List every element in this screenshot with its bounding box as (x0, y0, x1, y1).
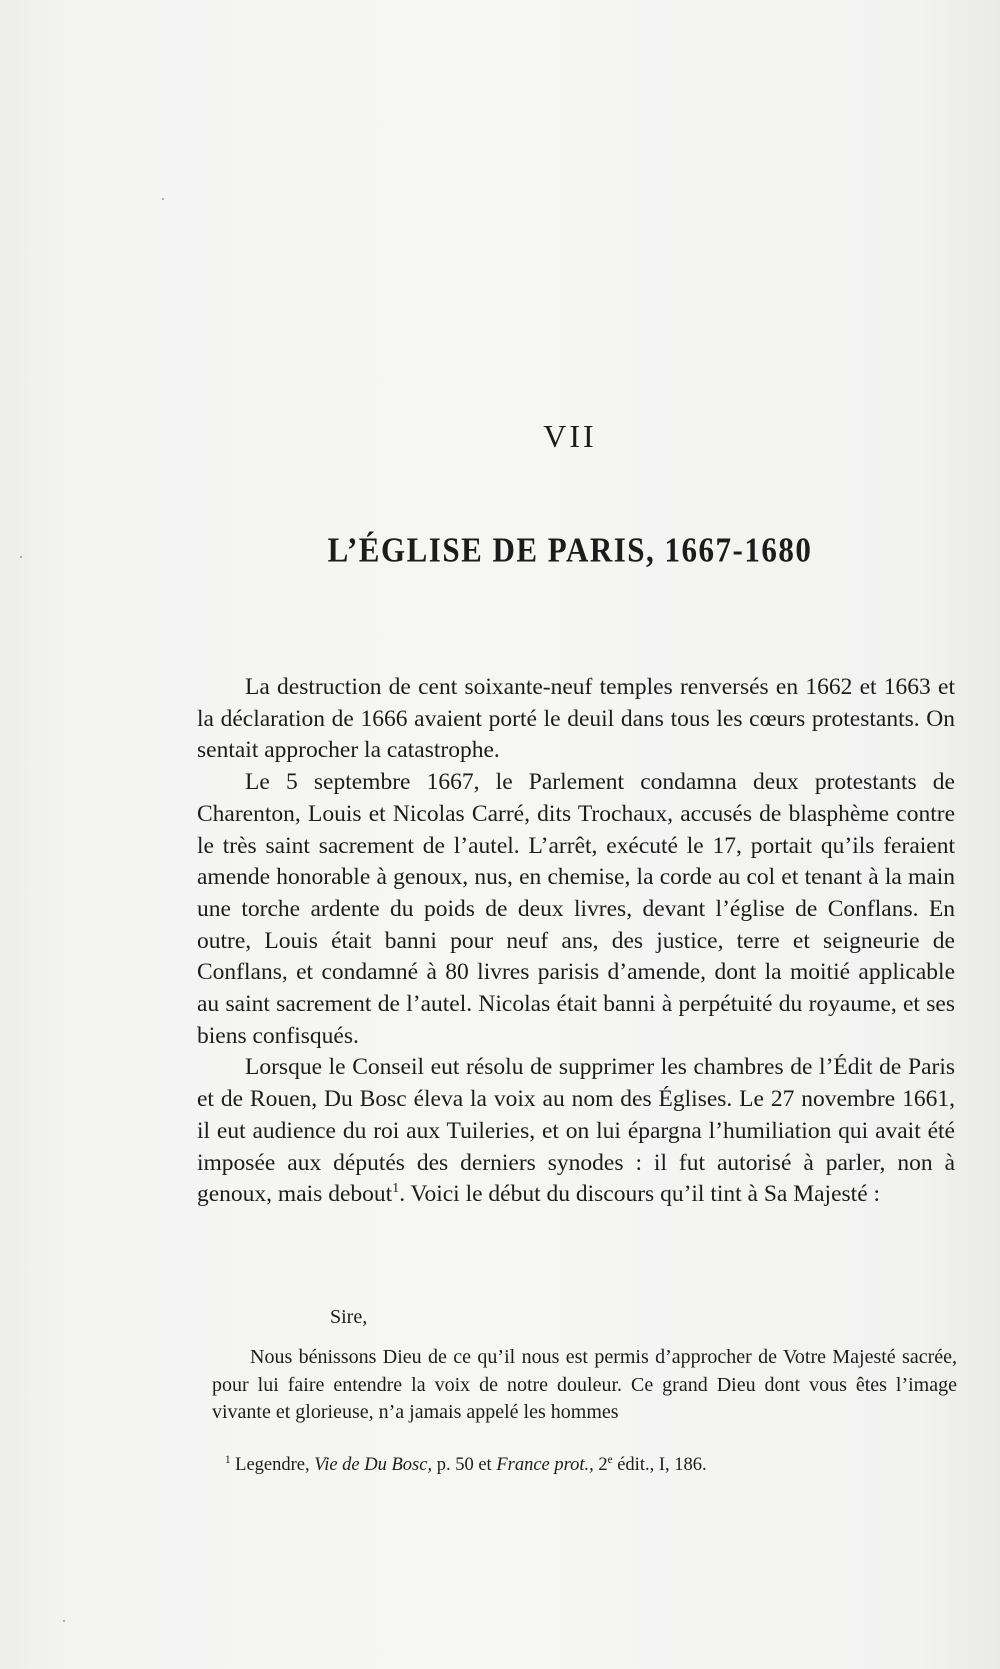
chapter-title: L’ÉGLISE DE PARIS, 1667-1680 (327, 530, 813, 570)
paragraph-3 (197, 1052, 955, 1211)
speck (162, 198, 164, 200)
footnote-work-title: Vie de Du Bosc, (314, 1455, 433, 1475)
footnote-page-ref: p. 50 et (436, 1455, 492, 1475)
footnote-edition: 2 (598, 1455, 608, 1475)
body-text (197, 672, 955, 1211)
speck (63, 1620, 65, 1622)
speck (20, 556, 22, 558)
quoted-speech (212, 1344, 957, 1427)
paragraph-2: Le 5 septembre 1667, le Parlement condamna deux protestants de Charenton, Louis et Nicolas Carré, dits Trochaux, accusés de blasphème contre le très saint sacrement de l’autel. L’arrêt, exécuté le 17, portait qu’ils feraient amende honorable à genoux, nus, en chemise, la corde au col et tenant à la main une torche ardente du poids de deux livres, devant l’église de Conflans. En outre, Louis était banni pour neuf ans, des justice, terre et seigneurie de Conflans, et condamné à 80 livres parisis d’amende, dont la moitié applicable au saint sacrement de l’autel. Nicolas était banni à perpétuité du royaume, et ses biens confisqués. (197, 769, 955, 1049)
footnote-marker: 1 (225, 1453, 231, 1466)
quote-paragraph: Nous bénissons Dieu de ce qu’il nous est permis d’approcher de Votre Majesté sacrée, pour lui faire entendre la voix de notre douleur. Ce grand Dieu dont vous êtes l’image vivante et glorieuse, n’a jamais appelé les hommes (212, 1346, 957, 1423)
footnote-author: Legendre, (235, 1455, 310, 1475)
paragraph-1: La destruction de cent soixante-neuf temples renversés en 1662 et 1663 et la déclaration de 1666 avaient porté le deuil dans tous les cœurs protestants. On sentait approcher la catastrophe. (197, 674, 955, 764)
chapter-number: VII (543, 418, 597, 454)
footnote-edition-suffix: e (607, 1453, 613, 1466)
salutation: Sire, (330, 1306, 368, 1328)
footnote-second-work: France prot., (496, 1455, 594, 1475)
paragraph-3-tail: . Voici le début du discours qu’il tint à Sa Majesté : (399, 1181, 881, 1208)
bleed-through-text (170, 150, 970, 179)
footnote-tail: édit., I, 186. (617, 1455, 707, 1475)
paragraph-3-text: Lorsque le Conseil eut résolu de supprimer les chambres de l’Édit de Paris et de Rouen, Du Bosc éleva la voix au nom des Églises. Le 27 novembre 1661, il eut audience du roi aux Tuileries, et on lui épargna l’humiliation qui avait été imposée aux députés des derniers synodes : il fut autorisé à parler, non à genoux, mais debout (197, 1054, 955, 1208)
footnote-reference[interactable]: 1 (392, 1180, 400, 1197)
footnote (225, 1453, 707, 1477)
